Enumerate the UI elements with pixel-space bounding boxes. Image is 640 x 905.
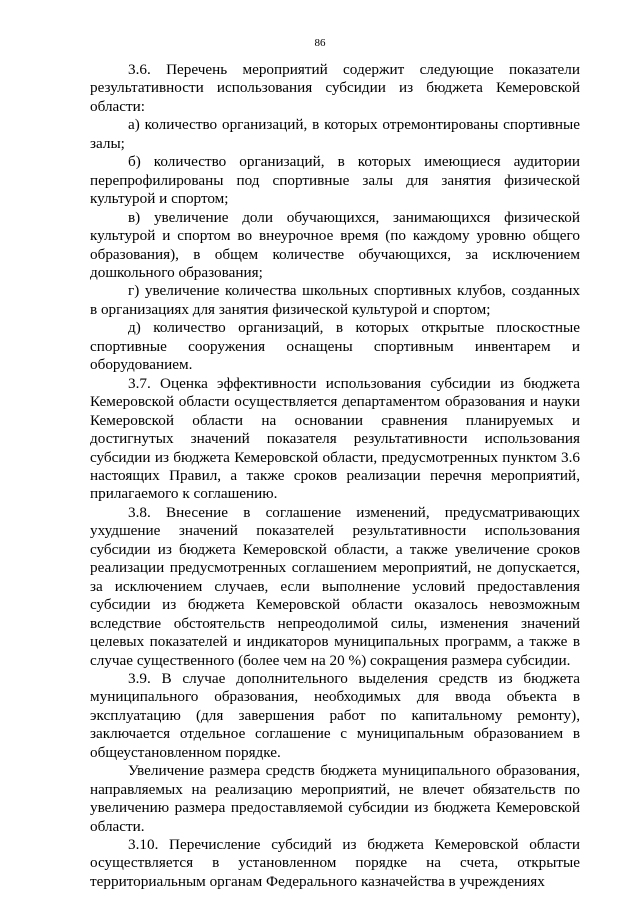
paragraph-3-10: 3.10. Перечисление субсидий из бюджета Кемеровской области осуществляется в установленном порядке на счета, открытые территориальным органам Федерального казначейства в учреждениях (90, 836, 580, 890)
list-item-a: а) количество организаций, в которых отремонтированы спортивные залы; (90, 116, 580, 152)
document-body (90, 61, 580, 891)
page-number: 86 (314, 37, 326, 49)
paragraph-3-8: 3.8. Внесение в соглашение изменений, предусматривающих ухудшение значений показателей результативности использования субсидии из бюджета Кемеровской области, а также увеличение сроков реализации предусмотренных соглашением мероприятий, не допускается, за исключением случаев, если выполнение условий предоставления субсидии из бюджета Кемеровской области оказалось невозможным вследствие обстоятельств непреодолимой силы, изменения значений целевых показателей и индикаторов муниципальных программ, а также в случае существенного (более чем на 20 %) сокращения размера субсидии. (90, 503, 580, 669)
list-item-b: б) количество организаций, в которых имеющиеся аудитории перепрофилированы под спортивные залы для занятия физической культурой и спортом; (90, 153, 580, 208)
paragraph-3-9: 3.9. В случае дополнительного выделения средств из бюджета муниципального образования, необходимых для ввода объекта в эксплуатацию (для завершения работ по капитальному ремонту), заключается отдельное соглашение с муниципальным образованием в общеустановленном порядке. (90, 669, 580, 761)
paragraph-3-6: 3.6. Перечень мероприятий содержит следующие показатели результативности использования субсидии из бюджета Кемеровской области: (90, 61, 580, 115)
paragraph-3-7: 3.7. Оценка эффективности использования субсидии из бюджета Кемеровской области осуществляется департаментом образования и науки Кемеровской области на основании сравнения планируемых и достигнутых значений показателя результативности использования субсидии из бюджета Кемеровской области, предусмотренных пунктом 3.6 настоящих Правил, а также сроков реализации перечня мероприятий, прилагаемого к соглашению. (90, 374, 580, 503)
list-item-g: г) увеличение количества школьных спортивных клубов, созданных в организациях для занятия физической культурой и спортом; (90, 282, 580, 318)
list-item-v: в) увеличение доли обучающихся, занимающихся физической культурой и спортом во внеурочное время (по каждому уровню общего образования), в общем количестве обучающихся, за исключением дошкольного образования; (90, 208, 580, 281)
paragraph-3-9-continuation: Увеличение размера средств бюджета муниципального образования, направляемых на реализацию мероприятий, не влечет обязательств по увеличению размера предоставляемой субсидии из бюджета Кемеровской области. (90, 762, 580, 835)
list-item-d: д) количество организаций, в которых открытые плоскостные спортивные сооружения оснащены спортивным инвентарем и оборудованием. (90, 319, 580, 374)
